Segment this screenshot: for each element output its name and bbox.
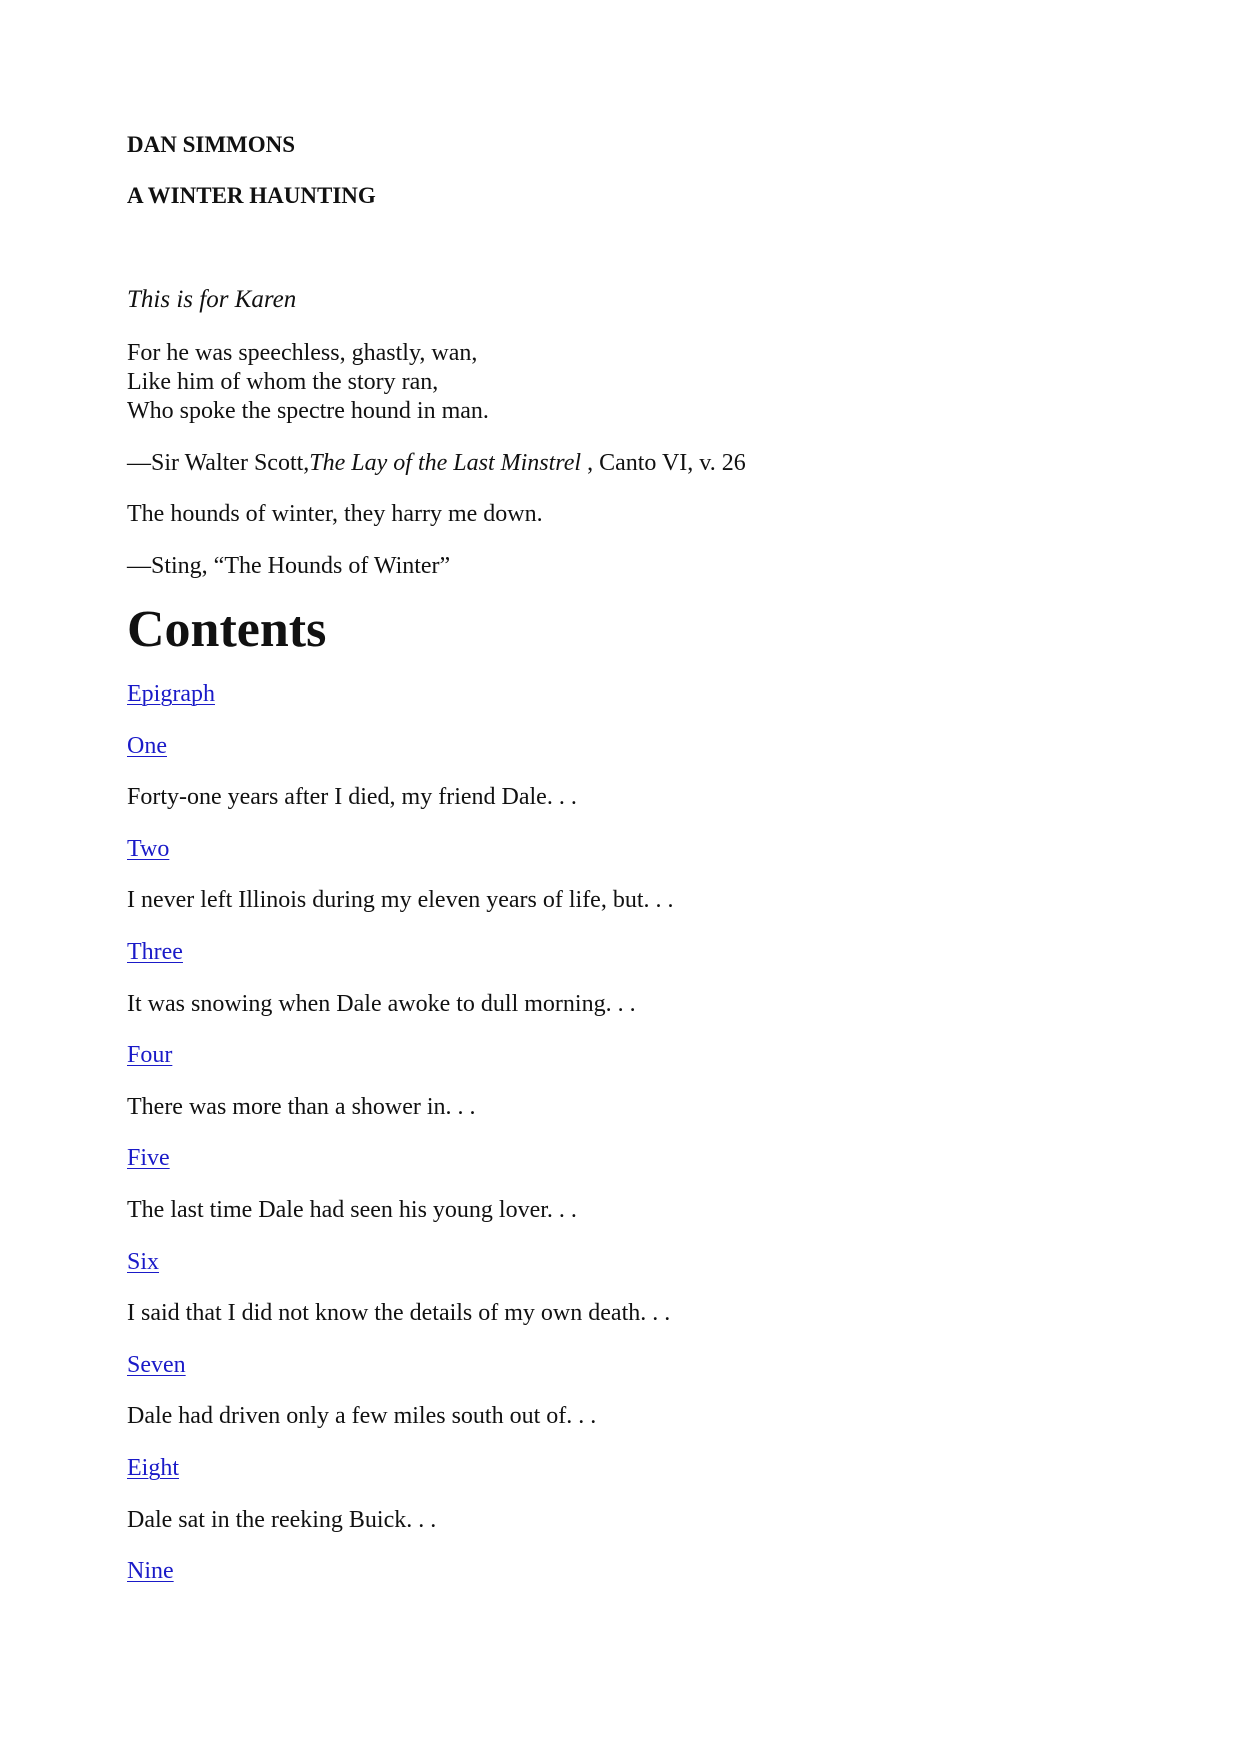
table-of-contents <box>127 682 674 1611</box>
epigraph-poem <box>127 339 489 426</box>
contents-heading: Contents <box>127 601 327 658</box>
toc-chapter-excerpt: The last time Dale had seen his young lover. . . <box>127 1196 577 1223</box>
sting-attribution: —Sting, “The Hounds of Winter” <box>127 553 451 579</box>
poem-line: Like him of whom the story ran, <box>127 369 439 395</box>
toc-chapter-row <box>127 1559 674 1611</box>
toc-chapter-row <box>127 1043 674 1095</box>
toc-chapter-row <box>127 1250 674 1302</box>
toc-chapter-row <box>127 837 674 889</box>
toc-chapter-link[interactable]: One <box>127 732 167 759</box>
toc-chapter-excerpt: Forty-one years after I died, my friend Dale. . . <box>127 784 577 811</box>
toc-description-row <box>127 1198 674 1250</box>
toc-chapter-row <box>127 1146 674 1198</box>
poem-line: For he was speechless, ghastly, wan, <box>127 340 478 366</box>
toc-chapter-link[interactable]: Five <box>127 1145 170 1172</box>
toc-chapter-link[interactable]: Two <box>127 835 170 862</box>
toc-chapter-link[interactable]: Seven <box>127 1351 186 1378</box>
toc-chapter-link[interactable]: Four <box>127 1042 173 1069</box>
toc-description-row <box>127 1095 674 1147</box>
toc-chapter-row <box>127 940 674 992</box>
toc-chapter-excerpt: I never left Illinois during my eleven years of life, but. . . <box>127 887 674 914</box>
toc-chapter-row <box>127 682 674 734</box>
toc-description-row <box>127 1508 674 1560</box>
sting-lyric: The hounds of winter, they harry me down. <box>127 501 543 527</box>
toc-description-row <box>127 992 674 1044</box>
toc-chapter-excerpt: Dale sat in the reeking Buick. . . <box>127 1506 437 1533</box>
poem-line: Who spoke the spectre hound in man. <box>127 398 489 424</box>
dedication: This is for Karen <box>127 286 297 313</box>
scott-work-title: The Lay of the Last Minstrel <box>309 450 582 476</box>
book-title: A WINTER HAUNTING <box>127 183 376 208</box>
toc-chapter-row <box>127 734 674 786</box>
toc-description-row <box>127 1301 674 1353</box>
scott-attribution-prefix: —Sir Walter Scott, <box>127 450 310 476</box>
toc-description-row <box>127 785 674 837</box>
toc-chapter-excerpt: I said that I did not know the details of my own death. . . <box>127 1300 671 1327</box>
toc-chapter-row <box>127 1353 674 1405</box>
toc-chapter-link[interactable]: Eight <box>127 1454 179 1481</box>
toc-description-row <box>127 888 674 940</box>
scott-attribution-suffix: , Canto VI, v. 26 <box>581 450 746 476</box>
author-name: DAN SIMMONS <box>127 132 296 157</box>
toc-chapter-row <box>127 1456 674 1508</box>
toc-chapter-link[interactable]: Epigraph <box>127 681 215 707</box>
toc-description-row <box>127 1404 674 1456</box>
toc-chapter-link[interactable]: Six <box>127 1248 160 1275</box>
toc-chapter-excerpt: There was more than a shower in. . . <box>127 1093 476 1120</box>
toc-chapter-link[interactable]: Three <box>127 938 183 965</box>
toc-chapter-excerpt: Dale had driven only a few miles south out of. . . <box>127 1403 597 1430</box>
toc-chapter-link[interactable]: Nine <box>127 1558 174 1585</box>
toc-chapter-excerpt: It was snowing when Dale awoke to dull morning. . . <box>127 990 636 1017</box>
scott-attribution <box>127 451 746 475</box>
